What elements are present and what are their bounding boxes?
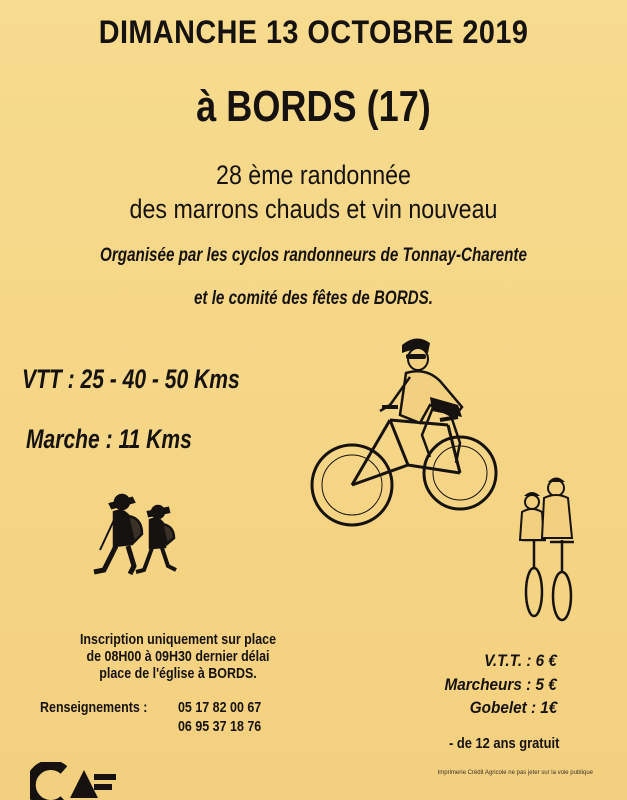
phone-number-2: 06 95 37 18 76: [178, 719, 262, 735]
credit-agricole-logo: [30, 762, 120, 800]
event-title-line2: des marrons chauds et vin nouveau: [129, 194, 498, 224]
walk-distance: Marche : 11 Kms: [26, 424, 192, 454]
registration-line2: de 08H00 à 09H30 dernier délai: [86, 649, 270, 665]
cyclists-illustration: [512, 472, 592, 622]
vtt-distances: VTT : 25 - 40 - 50 Kms: [22, 364, 240, 394]
event-place: à BORDS (17): [196, 82, 431, 131]
imprint-notice: Imprimerie Crédit Agricole ne pas jeter sur la voie publique: [437, 770, 593, 776]
registration-info: [49, 632, 307, 683]
organizer-line1: Organisée par les cyclos randonneurs de Tonnay-Charente: [100, 245, 527, 266]
registration-line3: place de l'église à BORDS.: [99, 666, 257, 682]
registration-line1: Inscription uniquement sur place: [79, 632, 277, 648]
phone-number-1: 05 17 82 00 67: [178, 700, 262, 716]
price-vtt: V.T.T. : 6 €: [484, 651, 557, 670]
mountain-biker-illustration: [310, 325, 510, 540]
event-date: DIMANCHE 13 OCTOBRE 2019: [98, 14, 529, 50]
hikers-illustration: [88, 490, 198, 590]
event-title-line1: 28 ème randonnée: [216, 160, 411, 190]
children-free: - de 12 ans gratuit: [448, 735, 559, 752]
organizer-line2: et le comité des fêtes de BORDS.: [193, 288, 434, 309]
price-walkers: Marcheurs : 5 €: [444, 675, 557, 694]
info-label: Renseignements :: [40, 700, 148, 716]
price-cup: Gobelet : 1€: [469, 698, 557, 717]
